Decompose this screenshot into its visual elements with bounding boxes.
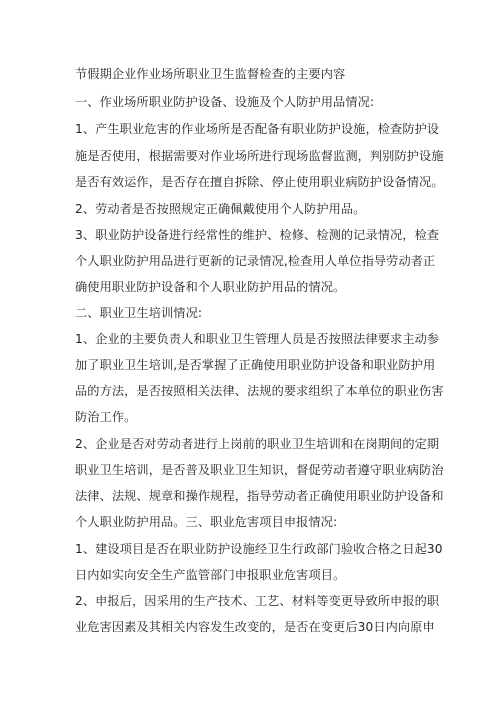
paragraph-line: 1、建设项目是否在职业防护设施经卫生行政部门验收合格之日起30 [75,542,443,556]
paragraph-line: 确使用职业防护设备和个人职业防护用品的情况。 [75,280,346,294]
section-heading-1: 一、作业场所职业防护设备、设施及个人防护用品情况: [75,95,375,109]
paragraph-line: 加了职业卫生培训,是否掌握了正确使用职业防护设备和职业防护用 [75,358,436,372]
document-title: 节假期企业作业场所职业卫生监督检查的主要内容 [75,67,346,81]
paragraph-line: 3、职业防护设备进行经常性的维护、检修、检测的记录情况，检查 [75,228,440,242]
paragraph-line: 防治工作。 [75,410,137,424]
paragraph-line: 2、劳动者是否按照规定正确佩戴使用个人防护用品。 [75,202,366,216]
paragraph-line: 个人职业防护用品进行更新的记录情况,检查用人单位指导劳动者正 [75,254,436,268]
paragraph-line: 2、企业是否对劳动者进行上岗前的职业卫生培训和在岗期间的定期 [75,437,440,451]
paragraph-line: 职业卫生培训，是否普及职业卫生知识，督促劳动者遵守职业病防治 [75,463,444,477]
paragraph-line: 1、企业的主要负责人和职业卫生管理人员是否按照法律要求主动参 [75,332,440,346]
section-heading-2: 二、职业卫生培训情况: [75,306,203,320]
paragraph-line: 品的方法，是否按照相关法律、法规的要求组织了本单位的职业伤害 [75,384,444,398]
paragraph-line: 个人职业防护用品。三、职业危害项目申报情况: [75,515,338,529]
paragraph-line: 1、产生职业危害的作业场所是否配备有职业防护设施，检查防护设 [75,122,440,136]
paragraph-line: 日内如实向安全生产监管部门申报职业危害项目。 [75,568,346,582]
paragraph-line: 是否有效运作，是否存在擅自拆除、停止使用职业病防护设备情况。 [75,175,444,189]
paragraph-line: 法律、法规、规章和操作规程，指导劳动者正确使用职业防护设备和 [75,489,444,503]
paragraph-line: 2、申报后，因采用的生产技术、工艺、材料等变更导致所申报的职 [75,594,440,608]
paragraph-line: 施是否使用，根据需要对作业场所进行现场监督监测，判别防护设施 [75,149,444,163]
paragraph-line: 业危害因素及其相关内容发生改变的，是否在变更后30日内向原申 [75,620,435,634]
